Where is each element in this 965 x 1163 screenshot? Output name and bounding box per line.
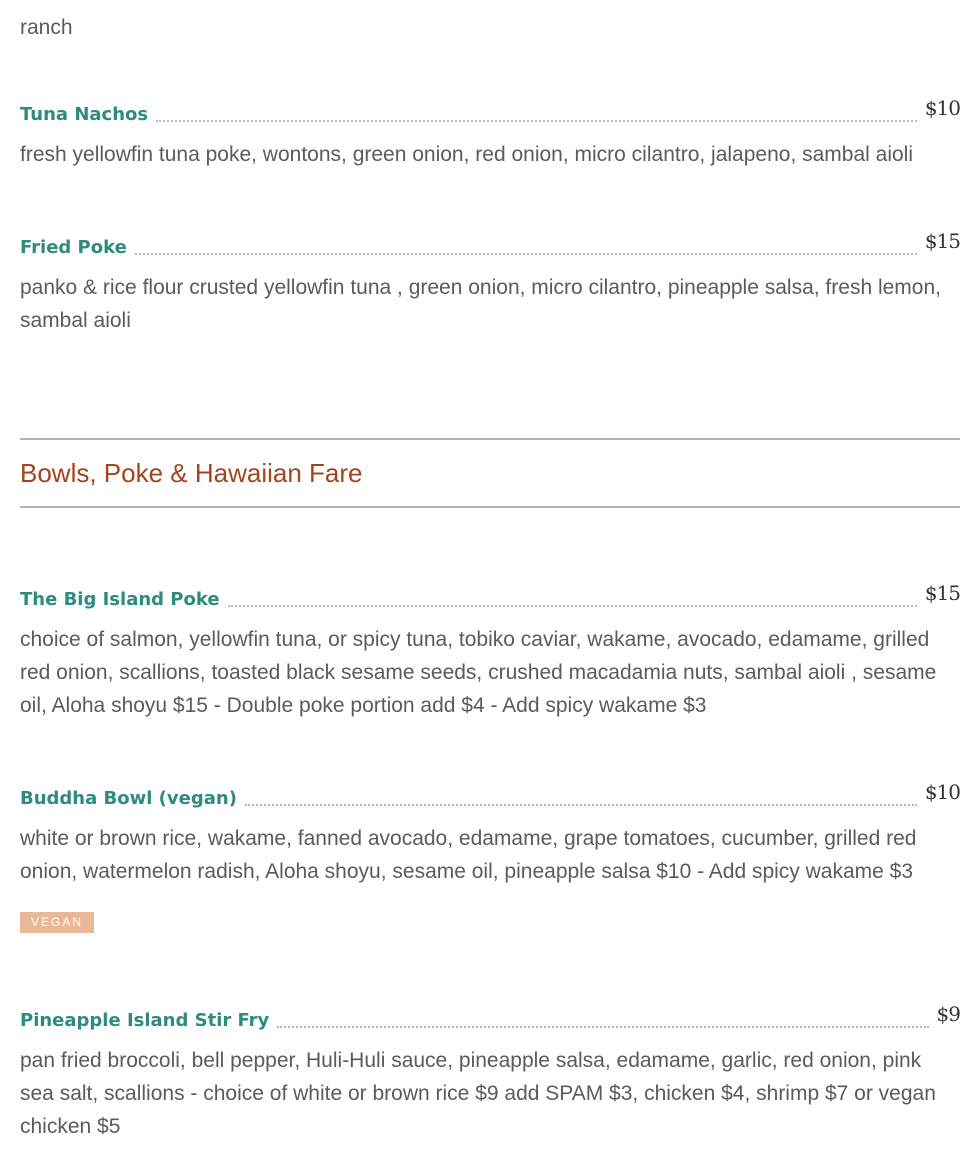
menu-item-buddha-bowl (20, 780, 960, 933)
section-divider-bottom (20, 506, 960, 508)
menu-item-tuna-nachos (20, 96, 960, 171)
menu-item-header (20, 581, 960, 611)
previous-item-description (20, 0, 960, 44)
menu-item-price: $10 (924, 780, 960, 804)
dot-leader (135, 252, 917, 255)
dot-leader (245, 803, 917, 806)
menu-item-name: Tuna Nachos (20, 104, 149, 125)
menu-item-price: $10 (924, 96, 960, 120)
menu-item-header (20, 780, 960, 810)
menu-item-name: The Big Island Poke (20, 589, 220, 610)
menu-item-description: choice of salmon, yellowfin tuna, or spicy tuna, tobiko caviar, wakame, avocado, edamame, grilled red onion, scallions, toasted black sesame seeds, crushed macadamia nuts, sambal aioli , sesame oil, Aloha shoyu $15 - Double poke portion add $4 - Add spicy wakame $3 (20, 628, 937, 717)
menu-item-big-island-poke (20, 581, 960, 722)
menu-item-header (20, 96, 960, 126)
menu-item-name: Pineapple Island Stir Fry (20, 1010, 270, 1031)
menu-item-fried-poke (20, 229, 960, 337)
previous-item-description-tail: ranch (20, 16, 73, 39)
vegan-badge: VEGAN (20, 912, 94, 933)
menu-item-description: pan fried broccoli, bell pepper, Huli-Huli sauce, pineapple salsa, edamame, garlic, red onion, pink sea salt, scallions - choice of white or brown rice $9 add SPAM $3, chicken $4, shrimp $7 or vegan chicken $5 (20, 1049, 936, 1138)
menu-item-description: fresh yellowfin tuna poke, wontons, green onion, red onion, micro cilantro, jalapeno, sambal aioli (20, 143, 914, 166)
section-title: Bowls, Poke & Hawaiian Fare (20, 458, 363, 488)
menu-item-pineapple-stir-fry (20, 1002, 960, 1143)
section-divider-top (20, 438, 960, 440)
menu-item-header (20, 229, 960, 259)
menu-item-description: panko & rice flour crusted yellowfin tuna , green onion, micro cilantro, pineapple salsa, fresh lemon, sambal aioli (20, 276, 941, 332)
dot-leader (228, 604, 917, 607)
dot-leader (277, 1025, 928, 1028)
menu-item-price: $9 (936, 1002, 960, 1026)
menu-item-description: white or brown rice, wakame, fanned avocado, edamame, grape tomatoes, cucumber, grilled red onion, watermelon radish, Aloha shoyu, sesame oil, pineapple salsa $10 - Add spicy wakame $3 (20, 827, 917, 883)
menu-item-name: Fried Poke (20, 237, 127, 258)
menu-item-header (20, 1002, 960, 1032)
dot-leader (156, 119, 917, 122)
menu-item-name: Buddha Bowl (vegan) (20, 788, 237, 809)
menu-item-price: $15 (924, 581, 960, 605)
menu-item-price: $15 (924, 229, 960, 253)
